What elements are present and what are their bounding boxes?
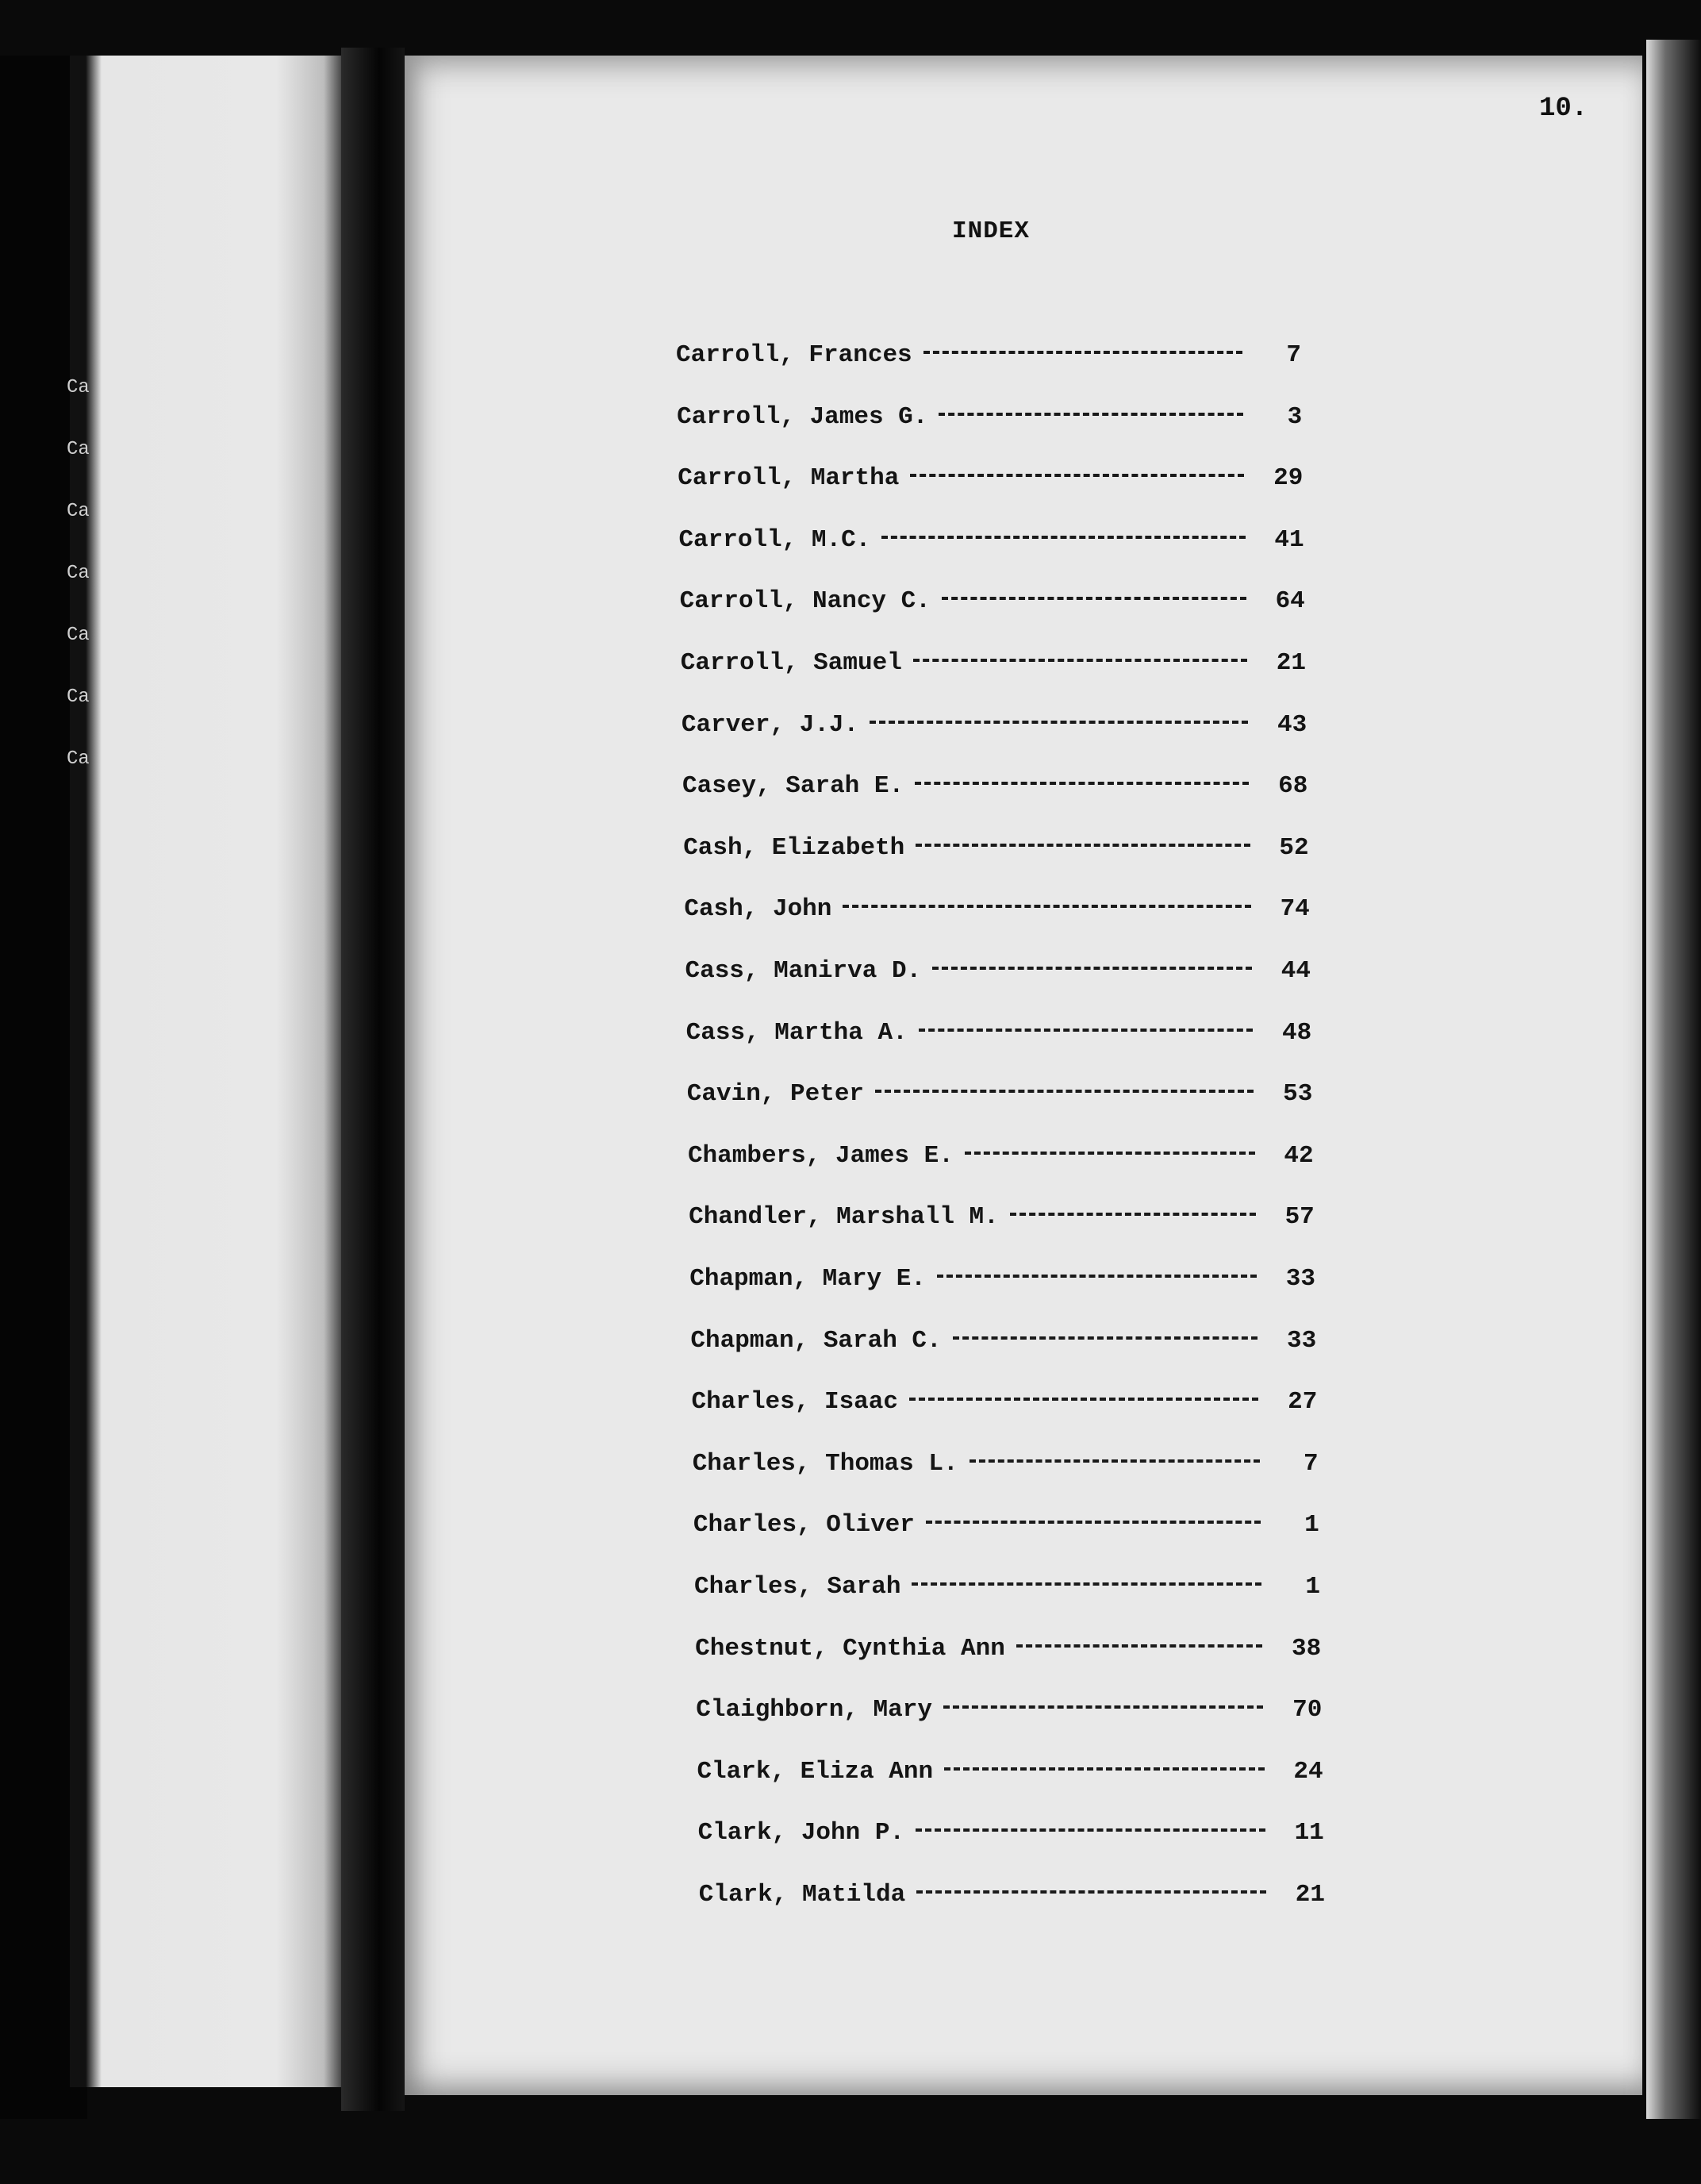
entry-page-number: 41: [1274, 525, 1304, 554]
entry-page-number: 33: [1285, 1265, 1315, 1293]
entry-name: Clark, Eliza Ann: [697, 1757, 934, 1786]
entry-name: Cash, Elizabeth: [683, 833, 905, 862]
index-entry: [681, 649, 1306, 677]
dot-leader: [937, 1275, 1257, 1278]
entry-name: Cass, Martha A.: [685, 1018, 908, 1047]
entry-name: Carroll, Samuel: [680, 649, 902, 677]
entry-name: Chandler, Marshall M.: [689, 1203, 999, 1232]
dot-leader: [939, 413, 1243, 416]
facing-page-fragment: Ca: [67, 439, 90, 460]
index-entry: [699, 1881, 1325, 1909]
dot-leader: [942, 597, 1246, 600]
entry-page-number: 21: [1295, 1881, 1325, 1909]
index-entry: [698, 1819, 1324, 1847]
entry-name: Clark, John P.: [697, 1819, 905, 1848]
dot-leader: [943, 1705, 1263, 1709]
index-entry: [678, 464, 1303, 492]
index-entry: [686, 1019, 1312, 1047]
index-entry: [676, 341, 1301, 369]
index-entry: [678, 526, 1304, 554]
dot-leader: [912, 1582, 1261, 1586]
index-entry: [689, 1203, 1315, 1231]
dot-leader: [916, 1890, 1266, 1894]
entry-page-number: 1: [1305, 1573, 1320, 1601]
index-entry: [683, 834, 1308, 862]
entry-page-number: 57: [1284, 1203, 1315, 1232]
index-entry: [688, 1142, 1314, 1170]
entry-page-number: 27: [1288, 1388, 1318, 1417]
index-entry: [682, 711, 1307, 739]
index-entry: [685, 957, 1311, 985]
index-entry: [682, 772, 1307, 800]
entry-name: Chapman, Mary E.: [689, 1265, 926, 1293]
index-entry: [697, 1758, 1323, 1786]
index-entry: [684, 895, 1309, 923]
entry-name: Chapman, Sarah C.: [690, 1326, 942, 1355]
dot-leader: [915, 782, 1249, 785]
dot-leader: [916, 1828, 1265, 1832]
dot-leader: [875, 1090, 1254, 1093]
entry-page-number: 33: [1286, 1326, 1317, 1355]
facing-page-fragment: Ca: [67, 748, 90, 770]
entry-page-number: 24: [1293, 1757, 1323, 1786]
dot-leader: [932, 967, 1252, 970]
entry-name: Charles, Oliver: [693, 1511, 915, 1540]
facing-page-fragment: Ca: [67, 501, 90, 522]
facing-page-fragment: Ca: [67, 686, 90, 708]
index-entry: [693, 1511, 1319, 1539]
entry-page-number: 52: [1279, 833, 1309, 862]
entry-name: Carroll, Frances: [676, 341, 912, 369]
entry-name: Carroll, M.C.: [678, 525, 871, 554]
dot-leader: [923, 351, 1242, 354]
entry-name: Carroll, Nancy C.: [679, 587, 931, 616]
dot-leader: [953, 1336, 1258, 1340]
entry-name: Carroll, Martha: [678, 464, 900, 493]
entry-page-number: 21: [1276, 649, 1306, 677]
entry-name: Charles, Thomas L.: [692, 1449, 958, 1478]
dot-leader: [944, 1767, 1264, 1771]
entry-name: Chestnut, Cynthia Ann: [695, 1634, 1005, 1663]
entry-page-number: 11: [1294, 1819, 1324, 1848]
entry-name: Cavin, Peter: [686, 1080, 865, 1109]
index-entry: [695, 1635, 1321, 1663]
dot-leader: [970, 1459, 1260, 1463]
entry-name: Carver, J.J.: [681, 710, 859, 739]
index-entry: [680, 587, 1305, 615]
dot-leader: [843, 905, 1250, 908]
entry-page-number: 64: [1275, 587, 1305, 616]
dot-leader: [919, 1029, 1254, 1032]
entry-name: Cash, John: [684, 895, 832, 924]
index-entry: [694, 1573, 1320, 1601]
page-title: INDEX: [952, 217, 1031, 245]
dot-leader: [913, 659, 1247, 662]
dot-leader: [1010, 1213, 1256, 1216]
dot-leader: [910, 474, 1244, 477]
dot-leader: [965, 1152, 1255, 1155]
entry-page-number: 44: [1281, 957, 1311, 985]
entry-page-number: 42: [1284, 1141, 1314, 1170]
facing-page-fragment: Ca: [67, 377, 90, 398]
index-entry: [692, 1388, 1318, 1416]
entry-name: Charles, Isaac: [691, 1388, 898, 1417]
entry-page-number: 1: [1304, 1511, 1319, 1540]
entry-page-number: 7: [1286, 341, 1301, 369]
dot-leader: [909, 1398, 1258, 1401]
dot-leader: [916, 844, 1250, 847]
page-number: 10.: [1539, 94, 1588, 124]
index-entry: [693, 1450, 1319, 1478]
dot-leader: [926, 1521, 1261, 1524]
entry-name: Chambers, James E.: [687, 1141, 954, 1170]
entry-name: Clark, Matilda: [698, 1881, 906, 1909]
facing-page-fragment: Ca: [67, 563, 90, 584]
entry-page-number: 7: [1303, 1449, 1319, 1478]
entry-name: Charles, Sarah: [694, 1573, 901, 1601]
entry-page-number: 70: [1292, 1696, 1323, 1725]
entry-name: Casey, Sarah E.: [682, 772, 904, 801]
entry-page-number: 68: [1278, 772, 1308, 801]
index-entry: [687, 1080, 1313, 1108]
entry-page-number: 3: [1287, 402, 1303, 431]
entry-page-number: 29: [1273, 464, 1304, 493]
dot-leader: [870, 721, 1248, 724]
index-entry: [696, 1696, 1322, 1724]
entry-name: Claighborn, Mary: [696, 1696, 932, 1725]
index-entry: [689, 1265, 1315, 1293]
entry-page-number: 53: [1283, 1080, 1313, 1109]
entry-name: Cass, Manirva D.: [685, 957, 922, 985]
entry-page-number: 48: [1281, 1018, 1312, 1047]
index-entry: [690, 1327, 1316, 1355]
entry-page-number: 74: [1280, 895, 1310, 924]
facing-page-fragment: Ca: [67, 625, 90, 646]
entry-page-number: 43: [1277, 710, 1307, 739]
entry-page-number: 38: [1291, 1634, 1322, 1663]
dot-leader: [1016, 1644, 1262, 1648]
dot-leader: [881, 536, 1245, 539]
entry-name: Carroll, James G.: [677, 402, 928, 431]
index-entry: [677, 403, 1302, 431]
